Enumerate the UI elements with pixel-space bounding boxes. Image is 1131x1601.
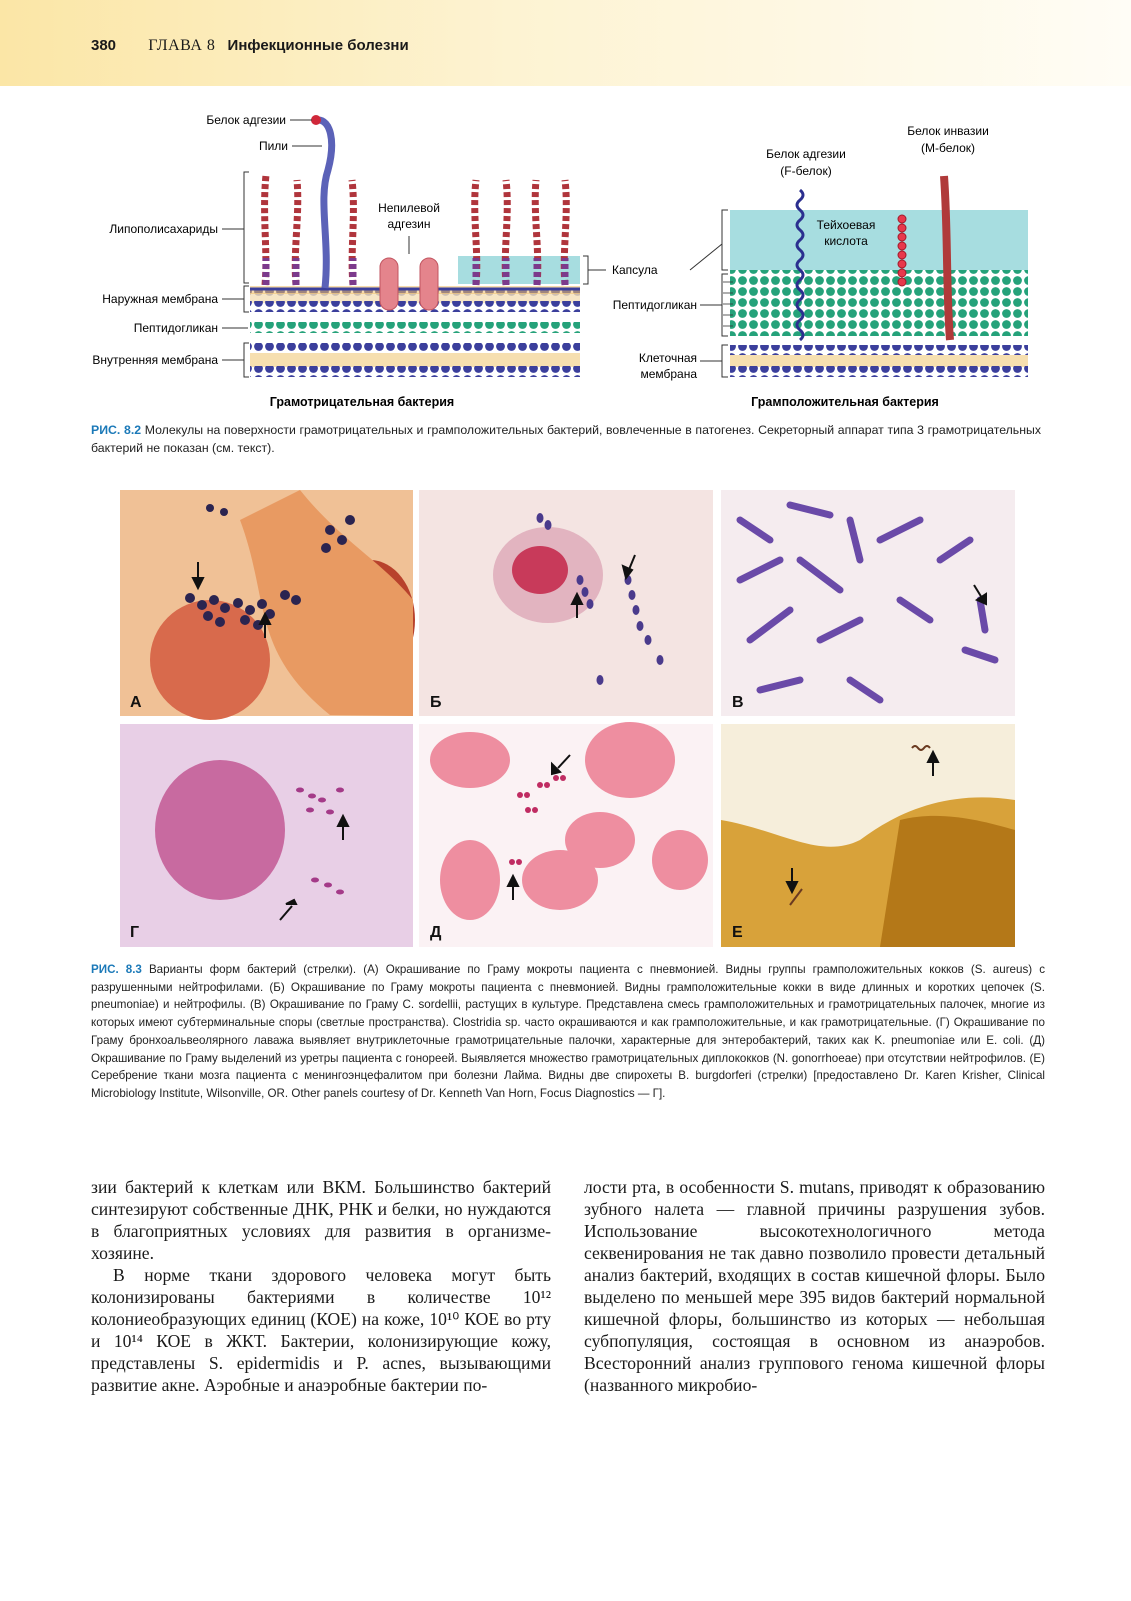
label-nonpilus-2: адгезин — [387, 217, 431, 231]
label-adhesion-protein: Белок адгезии — [206, 113, 286, 127]
chapter-label: ГЛАВА 8 — [148, 37, 216, 54]
panel-g — [120, 724, 413, 947]
left-paragraph-2: В норме ткани здорового человека могут быть колонизированы бактериями в количестве 10¹² колониеобразующих единиц (КОЕ) на коже, 10¹⁰ КОЕ во рту и 10¹⁴ КОЕ в ЖКТ. Бактерии, колонизирующие кожу, представлены S. epidermidis и P. acnes, вызывающими развитие акне. Аэробные и анаэробные бактерии по- — [91, 1265, 551, 1395]
label-invasion-1: Белок инвазии — [907, 124, 989, 138]
panel-d — [419, 722, 713, 947]
panel-label-a: А — [130, 694, 142, 711]
right-paragraph-1: лости рта, в особенности S. mutans, приводят к образованию зубного налета — главной причины разрушения зубов. Использование высокотехнологичного метода секвенирования не так давно позволило провести детальный анализ бактерий, входящих в состав кишечной флоры. Было выделено по меньшей мере 395 видов бактерий нормальной кишечной флоры, большинство из которых — небольшая субпопуляция, состоящая в основном из анаэробов. Всесторонний анализ группового генома кишечной флоры (названного микробио- — [584, 1177, 1045, 1395]
figure-8-3-caption — [91, 961, 1045, 1103]
left-paragraph-1: зии бактерий к клеткам или ВКМ. Большинство бактерий синтезируют собственные ДНК, РНК и белки, но нуждаются в благоприятных условиях для развития в организме-хозяине. — [91, 1177, 551, 1263]
body-column-right — [584, 1176, 1045, 1396]
panel-a — [120, 490, 415, 720]
panel-v — [721, 490, 1015, 716]
label-peptidoglycan-pos: Пептидогликан — [612, 298, 697, 312]
panel-label-v: В — [732, 694, 744, 711]
panel-e — [721, 724, 1015, 947]
label-teichoic-1: Тейхоевая — [816, 218, 876, 232]
label-pili: Пили — [258, 139, 288, 153]
gram-positive-title: Грамположительная бактерия — [751, 395, 939, 409]
label-inner-membrane: Внутренняя мембрана — [92, 353, 218, 367]
label-lps: Липополисахариды — [109, 222, 218, 236]
page-number: 380 — [91, 37, 117, 54]
body-column-left — [91, 1176, 551, 1396]
label-teichoic-2: кислота — [824, 234, 868, 248]
label-peptidoglycan-neg: Пептидогликан — [133, 321, 218, 335]
panel-label-b: Б — [430, 694, 442, 711]
chapter-title: Инфекционные болезни — [227, 37, 409, 54]
caption-text-8-3: Варианты форм бактерий (стрелки). (А) Окрашивание по Граму мокроты пациента с пневмонией. Видны группы грамположительных кокков (S. aureus) с разрушенными нейтрофилами. (Б) Окрашивание по Граму мокроты пациента с пневмонией. Видны грамположительные кокки в виде длинных и коротких цепочек (S. pneumoniae) и нейтрофилы. (В) Окрашивание по Граму C. sordellii, растущих в культуре. Представлена смесь грамположительных и грамотрицательных палочек, многие из которых имеют субтерминальные споры (светлые пространства). Clostridia sp. часто окрашиваются и как грамположительные, и как грамотрицательные. (Г) Окрашивание по Граму бронхоальвеолярного лаважа выявляет внутриклеточные грамотрицательные палочки, характерные для энтеробактерий, таких как K. pneumoniae или E. coli. (Д) Окрашивание по Граму выделений из уретры пациента с гонореей. Выявляется множество грамотрицательных диплококков (N. gonorrhoeae) при отсутствии нейтрофилов. (Е) Серебрение ткани мозга пациента с менингоэнцефалитом при болезни Лайма. Видны две спирохеты B. burgdorferi (стрелки) [предоставлено Dr. Karen Krisher, Clinical Microbiology Institute, Wilsonville, OR. Other panels courtesy of Dr. Kenneth Van Horn, Focus Diagnostics — Г]. — [91, 963, 1045, 1100]
label-invasion-2: (М-белок) — [920, 141, 976, 155]
panel-label-e: Е — [732, 924, 743, 941]
label-f-protein-1: Белок адгезии — [766, 147, 846, 161]
label-cell-membrane-2: мембрана — [640, 367, 697, 381]
label-outer-membrane: Наружная мембрана — [102, 292, 218, 306]
panel-b — [419, 490, 713, 716]
caption-label-8-2: РИС. 8.2 — [91, 423, 142, 437]
label-nonpilus-1: Непилевой — [378, 201, 440, 215]
caption-label-8-3: РИС. 8.3 — [91, 963, 142, 976]
caption-text-8-2: Молекулы на поверхности грамотрицательных и грамположительных бактерий, вовлеченные в патогенез. Секреторный аппарат типа 3 грамотрицательных бактерий не показан (см. текст). — [91, 423, 1041, 455]
gram-negative-title: Грамотрицательная бактерия — [269, 395, 455, 409]
label-capsule: Капсула — [612, 263, 658, 277]
panel-label-g: Г — [130, 924, 140, 941]
panel-label-d: Д — [430, 924, 442, 941]
label-f-protein-2: (F-белок) — [780, 164, 832, 178]
label-cell-membrane-1: Клеточная — [638, 351, 697, 365]
